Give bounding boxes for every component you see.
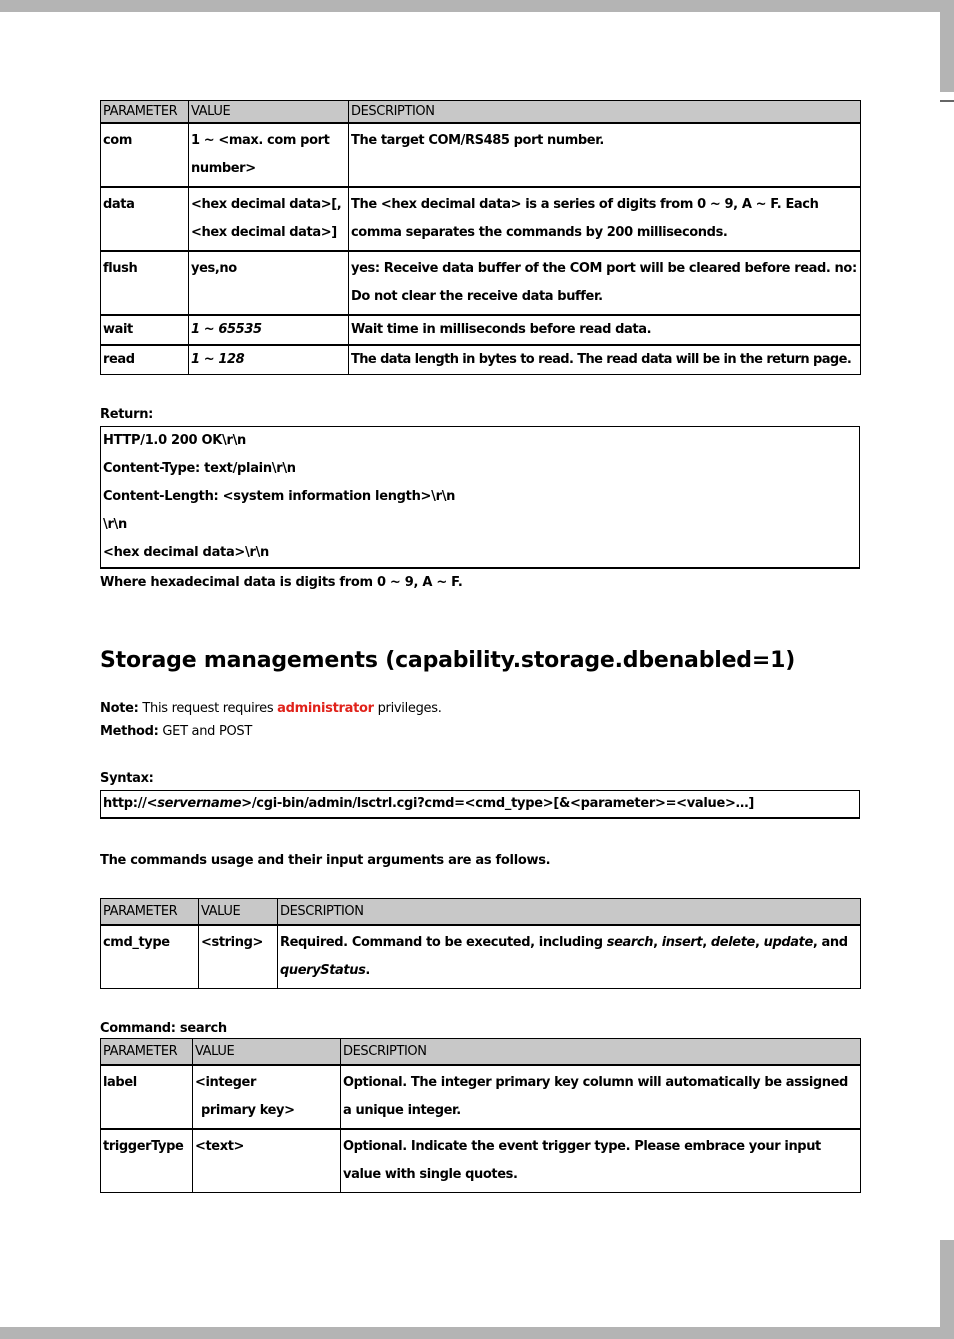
header-parameter: PARAMETER (101, 1038, 193, 1065)
table-row (101, 187, 861, 251)
param-cell: triggerType (101, 1129, 193, 1193)
commands-intro: The commands usage and their input arguments are as follows. (100, 853, 551, 868)
header-parameter: PARAMETER (101, 899, 199, 925)
value-cell: <hex decimal data>[,<hex decimal data>] (189, 187, 349, 251)
param-cell: com (101, 123, 189, 187)
header-description: DESCRIPTION (349, 101, 861, 124)
description-cell: The <hex decimal data> is a series of digits from 0 ~ 9, A ~ F. Each comma separates the commands by 200 milliseconds. (349, 187, 861, 251)
cmd-update: update (763, 934, 813, 950)
table-row (101, 251, 861, 315)
return-line: Content-Length: <system information length>\r\n (103, 489, 456, 504)
table-row (101, 925, 861, 989)
value-cell (193, 1065, 341, 1129)
description-cell (278, 925, 861, 989)
description-text: Required. Command to be executed, including (280, 934, 607, 950)
return-label: Return: (100, 407, 154, 422)
value-cell: 1 ~ 65535 (189, 315, 349, 345)
note-label: Note: (100, 701, 139, 716)
cmd-querystatus: queryStatus (280, 962, 366, 978)
syntax-line (101, 791, 859, 817)
method-text: GET and POST (158, 724, 253, 739)
description-cell: The data length in bytes to read. The read data will be in the return page. (349, 345, 861, 375)
syntax-box (100, 790, 860, 819)
param-cell: flush (101, 251, 189, 315)
command-label: Command: search (100, 1020, 227, 1036)
separator: , (754, 934, 764, 950)
return-line: HTTP/1.0 200 OK\r\n (103, 433, 246, 448)
table-header-row (101, 1038, 861, 1065)
cmd-search: search (606, 934, 654, 950)
note-line (100, 701, 860, 716)
value-cell: <text> (193, 1129, 341, 1193)
description-cell: The target COM/RS485 port number. (349, 123, 861, 187)
cmd-type-table (100, 898, 861, 989)
table-row (101, 123, 861, 187)
table-row (101, 315, 861, 345)
return-line: Content-Type: text/plain\r\n (103, 461, 296, 476)
method-line (100, 724, 860, 739)
com-parameter-table (100, 100, 861, 375)
method-label: Method: (100, 724, 159, 739)
table-header-row (101, 101, 861, 124)
header-description: DESCRIPTION (341, 1038, 861, 1065)
description-cell: Optional. Indicate the event trigger type. Please embrace your input value with single quotes. (341, 1129, 861, 1193)
value-cell: 1 ~ <max. com port number> (189, 123, 349, 187)
separator: , (653, 934, 662, 950)
value-line: primary key> (201, 1103, 295, 1118)
header-value: VALUE (189, 101, 349, 124)
header-description: DESCRIPTION (278, 899, 861, 925)
table-row (101, 1065, 861, 1129)
note-text-pre: This request requires (138, 701, 278, 716)
description-cell: yes: Receive data buffer of the COM port will be cleared before read. no: Do not clear the receive data buffer. (349, 251, 861, 315)
period: . (365, 962, 370, 978)
description-cell: Optional. The integer primary key column will automatically be assigned a unique integer. (341, 1065, 861, 1129)
return-line: \r\n (103, 517, 127, 532)
syntax-label: Syntax: (100, 771, 154, 786)
note-text-post: privileges. (373, 701, 442, 716)
viewer-right-page-strip (940, 92, 954, 1240)
table-row (101, 345, 861, 375)
return-code-box (100, 426, 860, 569)
separator: , (702, 934, 711, 950)
param-cell: data (101, 187, 189, 251)
syntax-post: >/cgi-bin/admin/lsctrl.cgi?cmd=<cmd_type>[&<parameter>=<value>…] (241, 796, 754, 811)
param-cell: read (101, 345, 189, 375)
value-cell: <string> (199, 925, 278, 989)
document-page (0, 12, 940, 1327)
cmd-delete: delete (710, 934, 755, 950)
header-parameter: PARAMETER (101, 101, 189, 124)
value-cell: 1 ~ 128 (189, 345, 349, 375)
note-highlight: administrator (277, 701, 374, 716)
description-cell: Wait time in milliseconds before read data. (349, 315, 861, 345)
syntax-pre: http://< (103, 796, 158, 811)
header-value: VALUE (199, 899, 278, 925)
separator: , and (812, 934, 848, 950)
return-note: Where hexadecimal data is digits from 0 ~ 9, A ~ F. (100, 575, 463, 590)
param-cell: label (101, 1065, 193, 1129)
syntax-server: servername (157, 796, 242, 811)
header-value: VALUE (193, 1038, 341, 1065)
value-line: <integer (195, 1075, 256, 1090)
edge-marker (940, 100, 954, 102)
search-parameter-table (100, 1038, 861, 1194)
section-heading: Storage managements (capability.storage.dbenabled=1) (100, 648, 796, 673)
param-cell: cmd_type (101, 925, 199, 989)
return-line: <hex decimal data>\r\n (103, 545, 269, 560)
value-cell: yes,no (189, 251, 349, 315)
table-row (101, 1129, 861, 1193)
param-cell: wait (101, 315, 189, 345)
cmd-insert: insert (661, 934, 703, 950)
table-header-row (101, 899, 861, 925)
page-content (100, 100, 860, 1193)
